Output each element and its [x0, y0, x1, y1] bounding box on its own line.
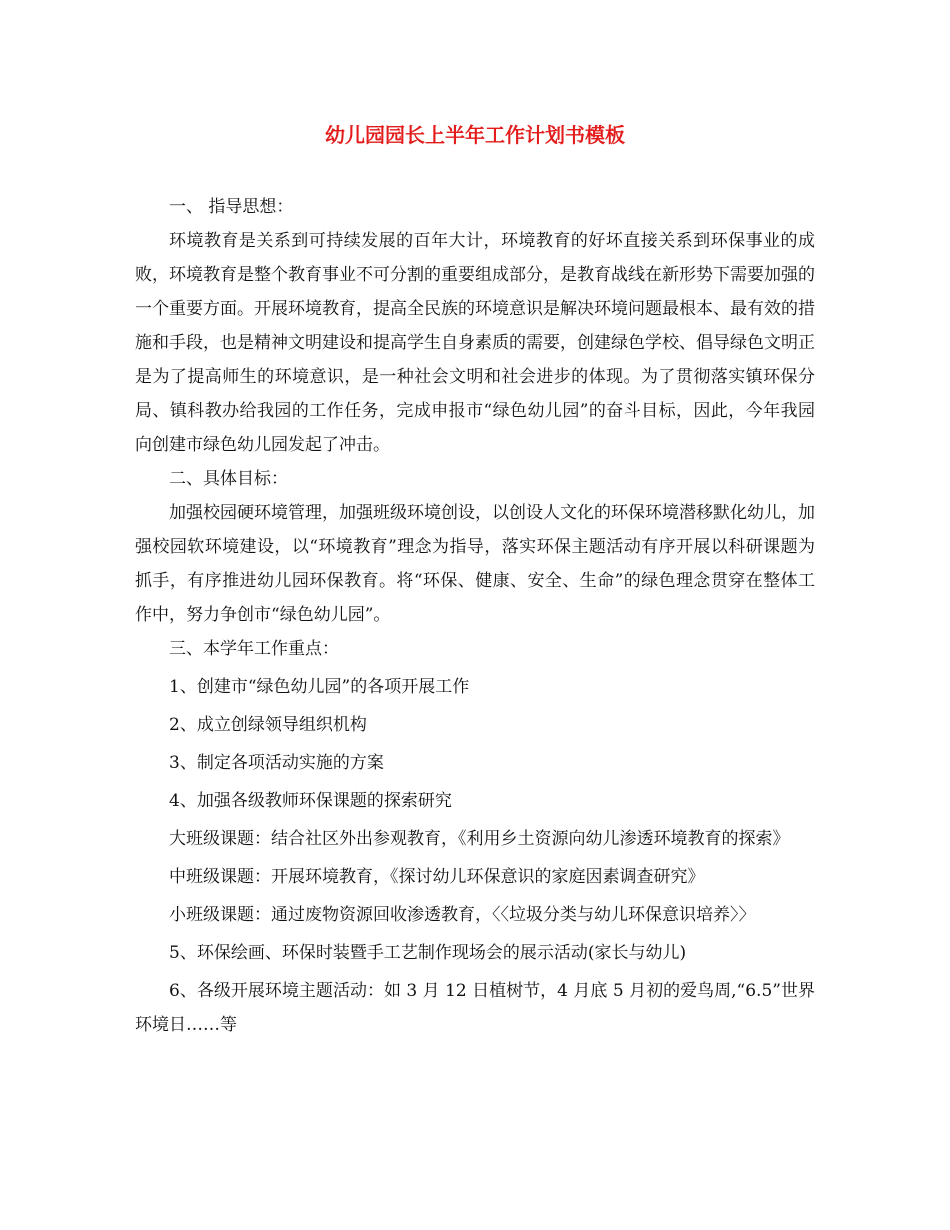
topic-large-class: 大班级课题：结合社区外出参观教育，《利用乡土资源向幼儿渗透环境教育的探索》 — [169, 829, 790, 849]
topic-middle-class: 中班级课题：开展环境教育，《探讨幼儿环保意识的家庭因素调查研究》 — [169, 867, 705, 887]
section-heading-work-focus: 三、本学年工作重点： — [169, 639, 339, 659]
section-heading-specific-goals: 二、具体目标： — [169, 469, 288, 489]
document-title: 幼儿园园长上半年工作计划书模板 — [325, 123, 625, 147]
document-body — [135, 190, 815, 1042]
list-item-6: 6、各级开展环境主题活动：如 3 月 12 日植树节，4 月底 5 月初的爱鸟周,“6.5”世界环境日……等 — [135, 981, 815, 1035]
section-heading-guiding-ideology: 一、 指导思想： — [169, 197, 294, 217]
list-item-5: 5、环保绘画、环保时装暨手工艺制作现场会的展示活动(家长与幼儿) — [169, 943, 687, 963]
list-item-3: 3、制定各项活动实施的方案 — [169, 753, 384, 773]
paragraph-specific-goals: 加强校园硬环境管理，加强班级环境创设，以创设人文化的环保环境潜移默化幼儿，加强校园软环境建设，以“环境教育”理念为指导，落实环保主题活动有序开展以科研课题为抓手，有序推进幼儿园环保教育。将“环保、健康、安全、生命”的绿色理念贯穿在整体工作中，努力争创市“绿色幼儿园”。 — [135, 503, 815, 625]
paragraph-guiding-ideology: 环境教育是关系到可持续发展的百年大计，环境教育的好坏直接关系到环保事业的成败，环境教育是整个教育事业不可分割的重要组成部分，是教育战线在新形势下需要加强的一个重要方面。开展环境教育，提高全民族的环境意识是解决环境问题最根本、最有效的措施和手段，也是精神文明建设和提高学生自身素质的需要，创建绿色学校、倡导绿色文明正是为了提高师生的环境意识，是一种社会文明和社会进步的体现。为了贯彻落实镇环保分局、镇科教办给我园的工作任务，完成申报市“绿色幼儿园”的奋斗目标，因此，今年我园向创建市绿色幼儿园发起了冲击。 — [135, 231, 815, 455]
list-item-4: 4、加强各级教师环保课题的探索研究 — [169, 791, 452, 811]
list-item-2: 2、成立创绿领导组织机构 — [169, 715, 367, 735]
topic-small-class: 小班级课题：通过废物资源回收渗透教育，〈〈垃圾分类与幼儿环保意识培养〉〉 — [169, 905, 756, 925]
list-item-1: 1、创建市“绿色幼儿园”的各项开展工作 — [169, 677, 470, 697]
